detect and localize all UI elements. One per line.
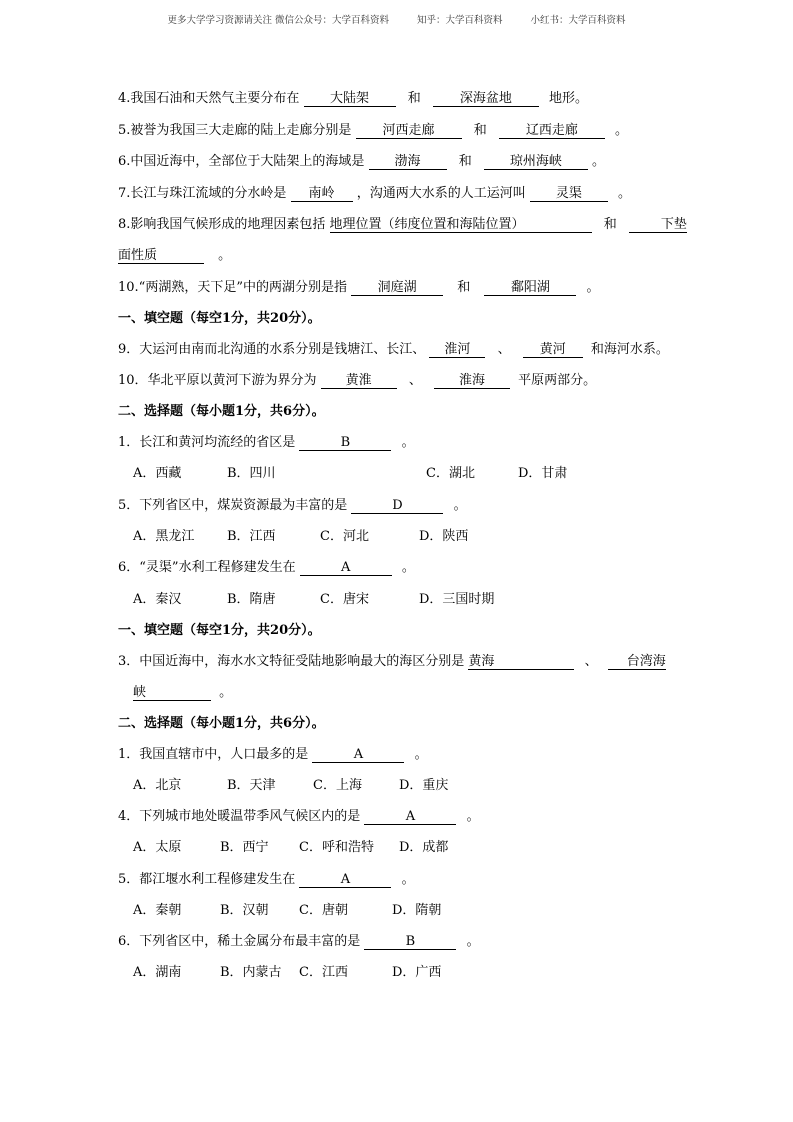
question-text: 平原两部分。 bbox=[518, 373, 597, 388]
option: B．江西 bbox=[227, 529, 276, 544]
option: D．甘肃 bbox=[518, 466, 568, 481]
question-text: 4．下列城市地处暖温带季风气候区内的是 bbox=[118, 809, 361, 824]
answer-blank: 大陆架 bbox=[304, 92, 396, 107]
answer-blank: 黄河 bbox=[523, 343, 583, 358]
question-text: 1．我国直辖市中，人口最多的是 bbox=[118, 747, 309, 762]
option: D．陕西 bbox=[419, 529, 469, 544]
answer-blank: 洞庭湖 bbox=[351, 281, 443, 296]
choice-question-d6 bbox=[118, 934, 480, 950]
option: B．内蒙古 bbox=[220, 965, 282, 980]
option: C．上海 bbox=[313, 778, 362, 793]
answer-blank: 淮河 bbox=[429, 343, 485, 358]
answer-blank: 南岭 bbox=[291, 187, 353, 202]
answer-blank: 淮海 bbox=[434, 374, 510, 389]
option: D．成都 bbox=[399, 840, 449, 855]
answer-blank: A bbox=[312, 748, 404, 763]
option: D．广西 bbox=[392, 965, 442, 980]
question-text: 、 bbox=[497, 342, 511, 357]
question-6 bbox=[118, 154, 605, 170]
choice-question-d5 bbox=[118, 872, 415, 888]
question-4 bbox=[118, 91, 588, 107]
question-text: 6.中国近海中，全部位于大陆架上的海域是 bbox=[118, 154, 365, 169]
question-text: 6．下列省区中，稀土金属分布最丰富的是 bbox=[118, 934, 361, 949]
question-text: 3．中国近海中，海水水文特征受陆地影响最大的海区分别是 bbox=[118, 654, 465, 669]
question-text: 。 bbox=[591, 154, 605, 169]
answer-blank: B bbox=[364, 935, 456, 950]
question-text: 。 bbox=[453, 498, 467, 513]
option: B．隋唐 bbox=[227, 592, 276, 607]
option: B．四川 bbox=[227, 466, 276, 481]
question-text: 和 bbox=[407, 91, 421, 106]
question-text: 。 bbox=[218, 248, 232, 263]
header-zhihu: 知乎：大学百科资料 bbox=[417, 15, 503, 26]
question-text: 、 bbox=[408, 373, 422, 388]
question-text: 8.影响我国气候形成的地理因素包括 bbox=[118, 217, 326, 232]
question-text: ，沟通两大水系的人工运河叫 bbox=[356, 186, 526, 201]
question-text: 和海河水系。 bbox=[590, 342, 669, 357]
option: A．湖南 bbox=[133, 965, 182, 980]
question-10b bbox=[118, 373, 596, 389]
option: B．汉朝 bbox=[220, 903, 269, 918]
question-text: 和 bbox=[457, 280, 471, 295]
question-text: 和 bbox=[473, 123, 487, 138]
answer-blank: 渤海 bbox=[369, 155, 447, 170]
option: A．秦朝 bbox=[133, 903, 182, 918]
answer-blank: A bbox=[300, 561, 392, 576]
answer-blank: D bbox=[351, 499, 443, 514]
question-text: 。 bbox=[401, 560, 415, 575]
option: A．黑龙江 bbox=[133, 529, 195, 544]
answer-blank: 黄淮 bbox=[321, 374, 397, 389]
question-7 bbox=[118, 186, 631, 202]
option: C．唐朝 bbox=[299, 903, 348, 918]
option: D．三国时期 bbox=[419, 592, 495, 607]
question-text: 。 bbox=[466, 809, 480, 824]
question-8 bbox=[118, 217, 687, 233]
answer-blank: 黄海 bbox=[468, 655, 574, 670]
choice-question-1 bbox=[118, 435, 415, 451]
option: B．天津 bbox=[227, 778, 276, 793]
answer-blank: 河西走廊 bbox=[356, 124, 462, 139]
section-title-fill: 一、填空题（每空1分，共20分）。 bbox=[118, 623, 321, 638]
option: A．北京 bbox=[133, 778, 182, 793]
answer-blank: 琼州海峡 bbox=[484, 155, 588, 170]
question-text: 。 bbox=[414, 747, 428, 762]
answer-blank: 峡 bbox=[133, 686, 211, 701]
answer-blank: 深海盆地 bbox=[433, 92, 539, 107]
question-3 bbox=[118, 654, 666, 670]
question-text: 10．华北平原以黄河下游为界分为 bbox=[118, 373, 317, 388]
question-5 bbox=[118, 123, 628, 139]
answer-blank: A bbox=[364, 810, 456, 825]
question-text: 。 bbox=[614, 123, 628, 138]
choice-question-d1 bbox=[118, 747, 428, 763]
question-3-cont bbox=[133, 685, 232, 701]
option: C．江西 bbox=[299, 965, 348, 980]
question-text: 10.“两湖熟，天下足”中的两湖分别是指 bbox=[118, 280, 347, 295]
question-8-cont bbox=[118, 248, 231, 264]
answer-blank: 灵渠 bbox=[530, 187, 608, 202]
answer-blank: 面性质 bbox=[118, 249, 204, 264]
question-text: 、 bbox=[584, 654, 598, 669]
question-text: 。 bbox=[401, 435, 415, 450]
choice-question-6 bbox=[118, 560, 415, 576]
page-header bbox=[0, 12, 793, 26]
option: C．湖北 bbox=[426, 466, 475, 481]
option: A．太原 bbox=[133, 840, 182, 855]
option: C．河北 bbox=[320, 529, 369, 544]
section-title-choice: 二、选择题（每小题1分，共6分）。 bbox=[118, 716, 325, 731]
question-text: 4.我国石油和天然气主要分布在 bbox=[118, 91, 300, 106]
question-text: 。 bbox=[586, 280, 600, 295]
question-text: 6．“灵渠”水利工程修建发生在 bbox=[118, 560, 296, 575]
question-text: 和 bbox=[603, 217, 617, 232]
choice-question-5 bbox=[118, 498, 467, 514]
option: C．唐宋 bbox=[320, 592, 369, 607]
section-title-fill: 一、填空题（每空1分，共20分）。 bbox=[118, 311, 321, 326]
answer-blank: 台湾海 bbox=[608, 655, 666, 670]
question-text: 1．长江和黄河均流经的省区是 bbox=[118, 435, 296, 450]
question-text: 9．大运河由南而北沟通的水系分别是钱塘江、长江、 bbox=[118, 342, 426, 357]
question-10a bbox=[118, 280, 600, 296]
choice-question-d4 bbox=[118, 809, 480, 825]
header-wechat: 更多大学学习资源请关注 微信公众号：大学百科资料 bbox=[167, 15, 389, 26]
question-text: 和 bbox=[458, 154, 472, 169]
answer-blank: B bbox=[299, 436, 391, 451]
option: A．西藏 bbox=[133, 466, 182, 481]
section-title-choice: 二、选择题（每小题1分，共6分）。 bbox=[118, 404, 325, 419]
question-text: 地形。 bbox=[548, 91, 588, 106]
question-text: 。 bbox=[617, 186, 631, 201]
header-xiaohongshu: 小红书：大学百科资料 bbox=[530, 15, 626, 26]
answer-blank: 鄱阳湖 bbox=[484, 281, 576, 296]
option: D．隋朝 bbox=[392, 903, 442, 918]
question-text: 5．下列省区中，煤炭资源最为丰富的是 bbox=[118, 498, 348, 513]
answer-blank: 辽西走廊 bbox=[499, 124, 605, 139]
option: D．重庆 bbox=[399, 778, 449, 793]
option: A．秦汉 bbox=[133, 592, 182, 607]
question-text: 。 bbox=[466, 934, 480, 949]
question-text: 。 bbox=[219, 685, 233, 700]
question-9 bbox=[118, 342, 669, 358]
question-text: 。 bbox=[401, 872, 415, 887]
question-text: 5．都江堰水利工程修建发生在 bbox=[118, 872, 296, 887]
answer-blank: 地理位置（纬度位置和海陆位置） bbox=[330, 218, 592, 233]
question-text: 5.被誉为我国三大走廊的陆上走廊分别是 bbox=[118, 123, 352, 138]
option: B．西宁 bbox=[220, 840, 269, 855]
option: C．呼和浩特 bbox=[299, 840, 374, 855]
answer-blank: 下垫 bbox=[629, 218, 687, 233]
question-text: 7.长江与珠江流域的分水岭是 bbox=[118, 186, 287, 201]
answer-blank: A bbox=[299, 873, 391, 888]
